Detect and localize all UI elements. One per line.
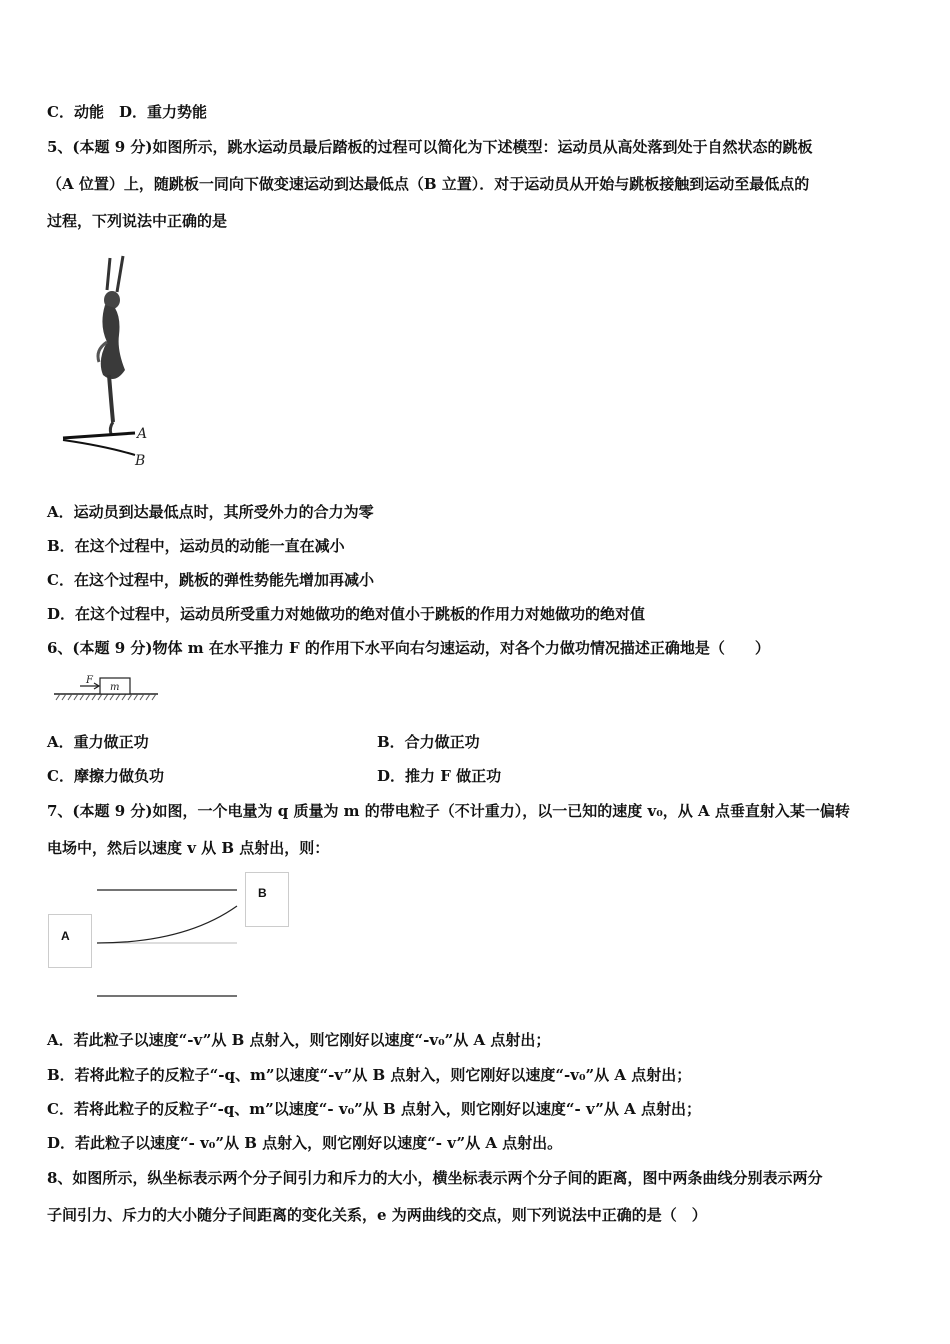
- q7-option-c: C．若将此粒子的反粒子“-q、m”以速度“- v₀”从 B 点射入，则它刚好以速度“- v”从 A 点射出；: [47, 1100, 701, 1118]
- diver-label-b: B: [135, 453, 146, 469]
- q5-stem-line-2: （A 位置）上，随跳板一同向下做变速运动到达最低点（B 立置）．对于运动员从开始与跳板接触到运动至最低点的: [47, 175, 810, 193]
- q6-option-b: B．合力做正功: [377, 733, 480, 751]
- q5-option-c: C．在这个过程中，跳板的弹性势能先增加再减小: [47, 571, 374, 589]
- diver-figure: [55, 250, 165, 475]
- q7-stem-line-2: 电场中，然后以速度 v 从 B 点射出，则：: [47, 839, 330, 857]
- diver-label-a: A: [137, 426, 148, 442]
- q6-stem: 6、(本题 9 分)物体 m 在水平推力 F 的作用下水平向右匀速运动，对各个力做功情况描述正确地是（ ）: [47, 639, 770, 657]
- deflection-field-figure: [95, 870, 245, 1005]
- q5-option-b: B．在这个过程中，运动员的动能一直在减小: [47, 537, 345, 555]
- q7-option-b: B．若将此粒子的反粒子“-q、m”以速度“-v”从 B 点射入，则它刚好以速度“-v₀”从 A 点射出；: [47, 1066, 692, 1084]
- q4-option-d: D．重力势能: [118, 103, 207, 121]
- q4-option-c: C．动能: [47, 103, 104, 121]
- q7-option-a: A．若此粒子以速度“-v”从 B 点射入，则它刚好以速度“-v₀”从 A 点射出；: [47, 1031, 551, 1049]
- q6-option-d: D．推力 F 做正功: [377, 767, 502, 785]
- block-push-figure: [52, 672, 162, 707]
- point-a-box: [48, 914, 92, 968]
- q5-option-a: A．运动员到达最低点时，其所受外力的合力为零: [47, 503, 374, 521]
- point-a-label: A: [61, 929, 70, 943]
- q6-option-c: C．摩擦力做负功: [47, 767, 164, 785]
- q4-options: [47, 102, 207, 122]
- q5-stem-line-1: 5、(本题 9 分)如图所示，跳水运动员最后踏板的过程可以简化为下述模型：运动员从高处落到处于自然状态的跳板: [47, 138, 813, 156]
- q7-option-d: D．若此粒子以速度“- v₀”从 B 点射入，则它刚好以速度“- v”从 A 点射出。: [47, 1134, 563, 1152]
- point-b-box: [245, 872, 289, 927]
- q7-stem-line-1: 7、(本题 9 分)如图，一个电量为 q 质量为 m 的带电粒子（不计重力），以一已知的速度 v₀，从 A 点垂直射入某一偏转: [47, 802, 850, 820]
- q5-stem-line-3: 过程，下列说法中正确的是: [47, 212, 228, 230]
- point-b-label: B: [258, 886, 267, 900]
- q8-stem-line-1: 8、如图所示，纵坐标表示两个分子间引力和斥力的大小，横坐标表示两个分子间的距离，图中两条曲线分别表示两分: [47, 1169, 823, 1187]
- force-label-f: F: [86, 675, 93, 686]
- q6-option-a: A．重力做正功: [47, 733, 149, 751]
- q5-option-d: D．在这个过程中，运动员所受重力对她做功的绝对值小于跳板的作用力对她做功的绝对值: [47, 605, 646, 623]
- block-label-m: m: [110, 682, 120, 693]
- q8-stem-line-2: 子间引力、斥力的大小随分子间距离的变化关系，e 为两曲线的交点，则下列说法中正确的是（ ）: [47, 1206, 707, 1224]
